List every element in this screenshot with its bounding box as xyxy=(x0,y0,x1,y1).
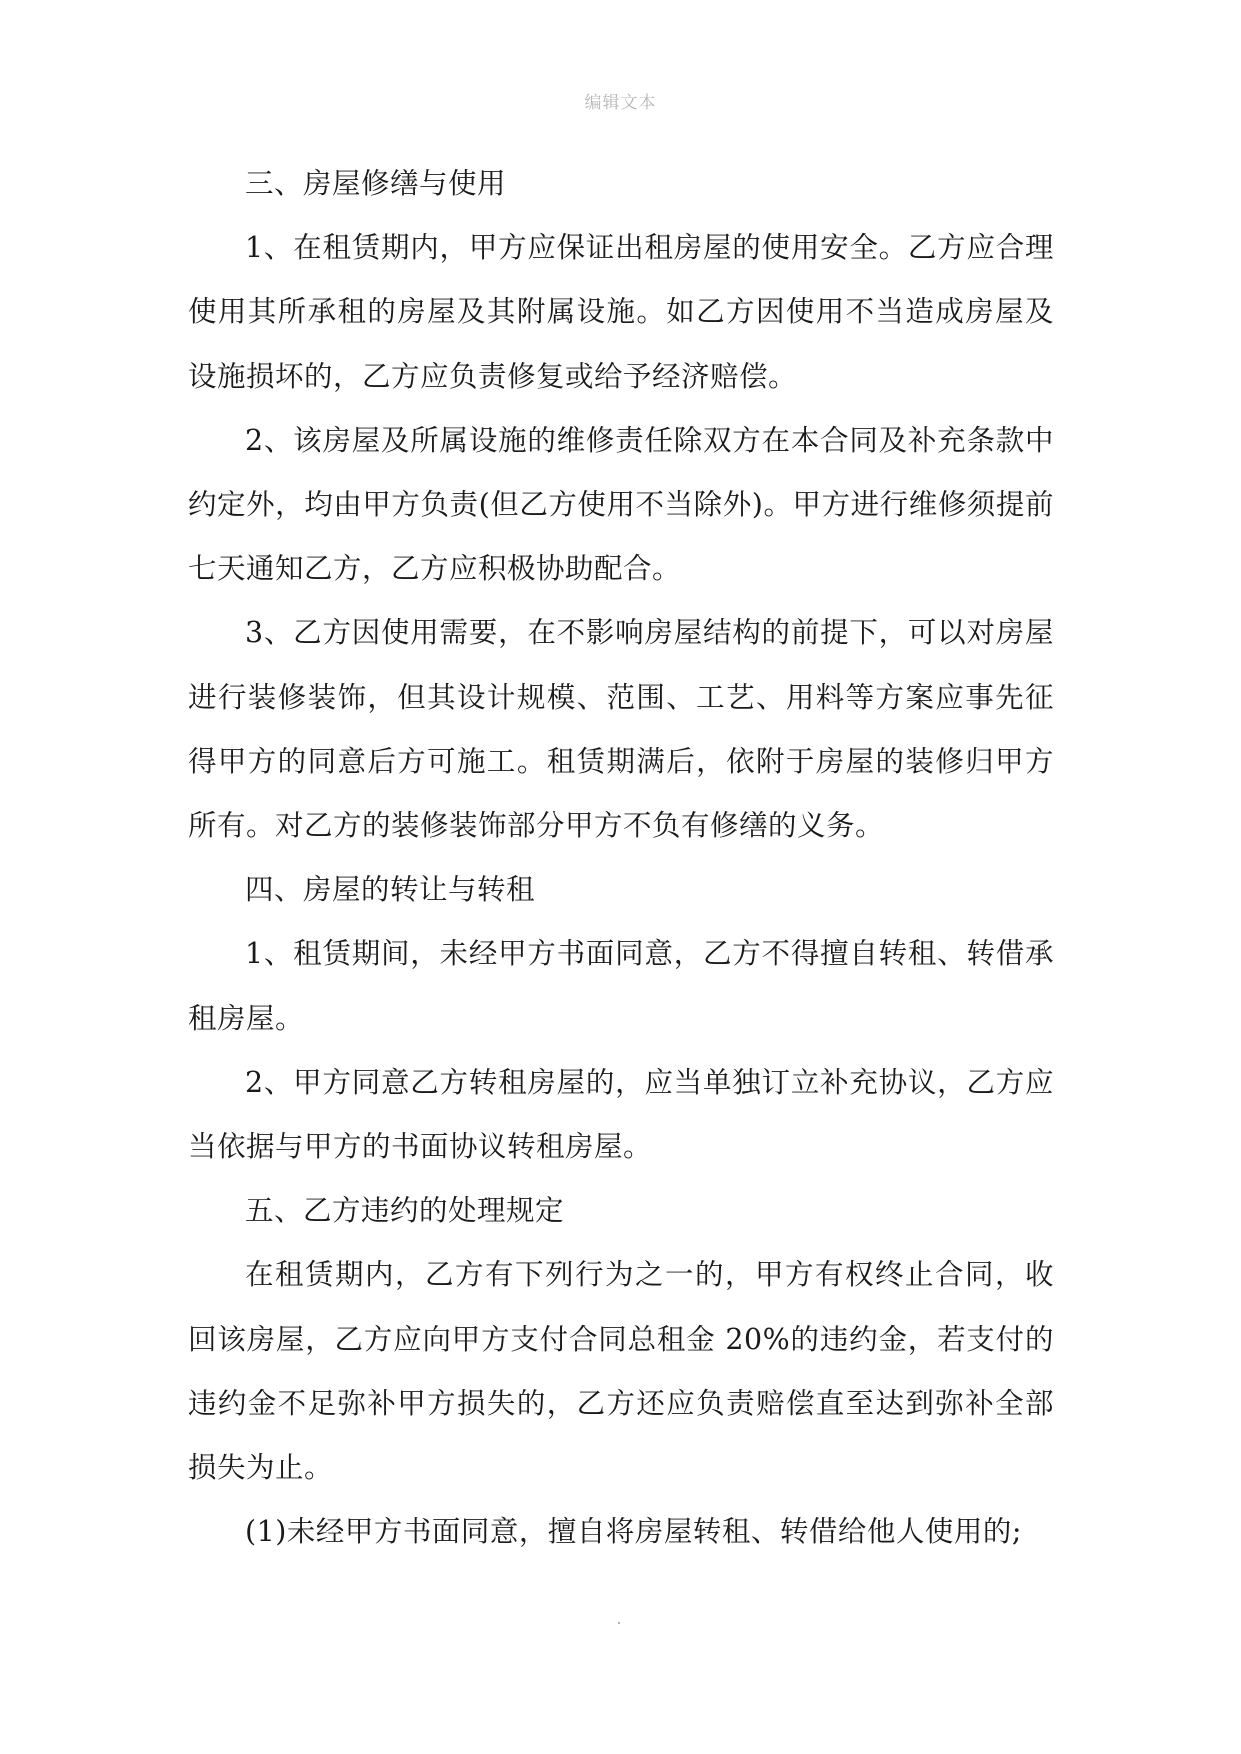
clause-transfer-1: 1、租赁期间，未经甲方书面同意，乙方不得擅自转租、转借承租房屋。 xyxy=(188,937,1054,1035)
footer-dot xyxy=(618,1622,620,1624)
clause-breach-item-1: (1)未经甲方书面同意，擅自将房屋转租、转借给他人使用的; xyxy=(245,1515,1022,1549)
section-heading-repair: 三、房屋修缮与使用 xyxy=(245,167,507,200)
clause-repair-3: 3、乙方因使用需要，在不影响房屋结构的前提下，可以对房屋进行装修装饰，但其设计规模、范围、工艺、用料等方案应事先征得甲方的同意后方可施工。租赁期满后，依附于房屋的装修归甲方所有。对乙方的装修装饰部分甲方不负有修缮的义务。 xyxy=(188,616,1054,843)
clause-repair-2: 2、该房屋及所属设施的维修责任除双方在本合同及补充条款中约定外，均由甲方负责(但乙方使用不当除外)。甲方进行维修须提前七天通知乙方，乙方应积极协助配合。 xyxy=(188,423,1054,586)
clause-transfer-2: 2、甲方同意乙方转租房屋的，应当单独订立补充协议，乙方应当依据与甲方的书面协议转租房屋。 xyxy=(188,1065,1054,1164)
clause-breach-intro: 在租赁期内，乙方有下列行为之一的，甲方有权终止合同，收回该房屋，乙方应向甲方支付合同总租金 20%的违约金，若支付的违约金不足弥补甲方损失的，乙方还应负责赔偿直至达到弥补全部损失为止。 xyxy=(188,1258,1054,1485)
document-body xyxy=(188,152,1054,1564)
clause-repair-1: 1、在租赁期内，甲方应保证出租房屋的使用安全。乙方应合理使用其所承租的房屋及其附属设施。如乙方因使用不当造成房屋及设施损坏的，乙方应负责修复或给予经济赔偿。 xyxy=(188,231,1054,393)
section-heading-breach: 五、乙方违约的处理规定 xyxy=(245,1194,565,1228)
page-header: 编辑文本 xyxy=(584,93,657,113)
section-heading-transfer: 四、房屋的转让与转租 xyxy=(245,873,536,907)
